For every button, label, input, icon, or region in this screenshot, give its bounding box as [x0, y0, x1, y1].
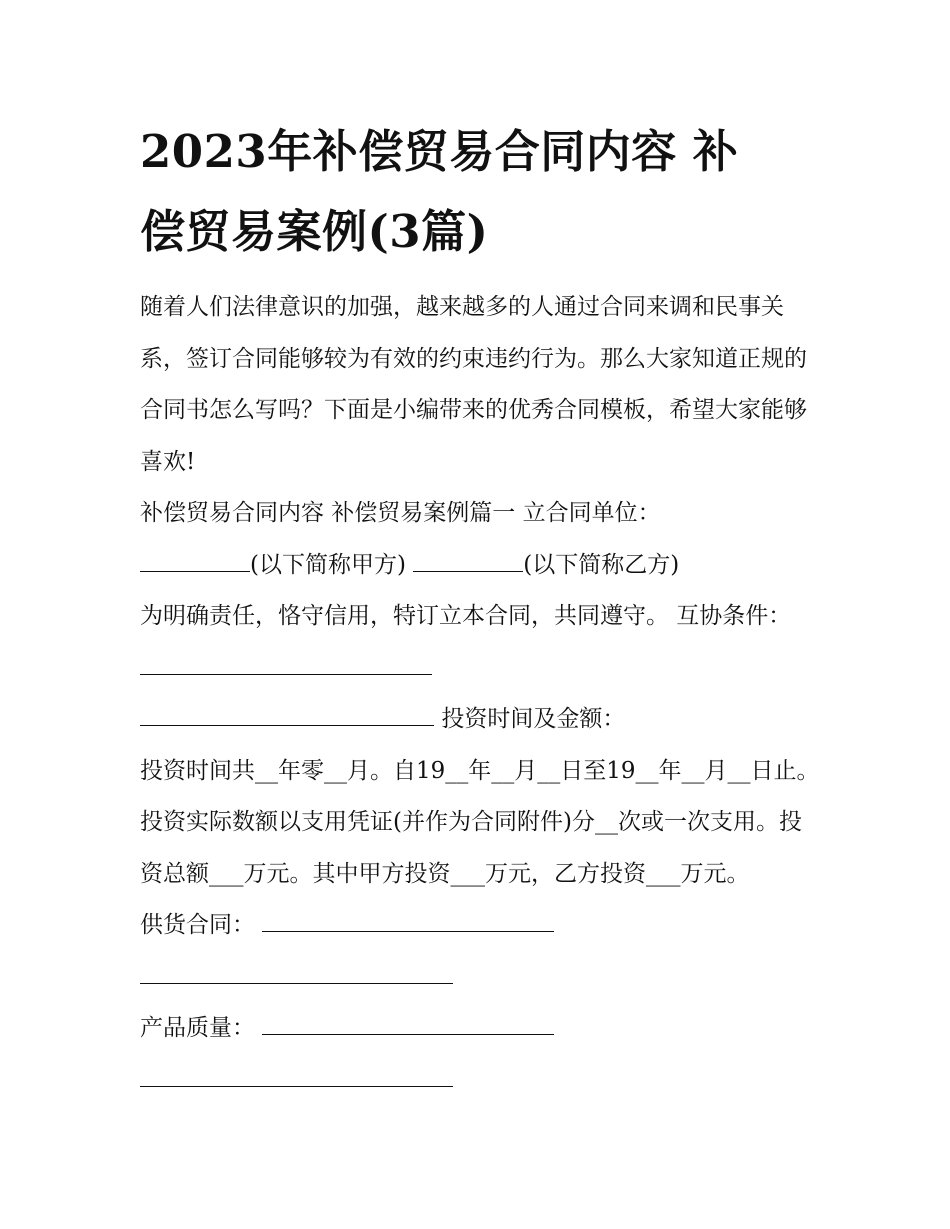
document-title: 2023年补偿贸易合同内容 补偿贸易案例(3篇): [140, 125, 739, 258]
supply-contract-blank: [262, 911, 554, 932]
supply-contract-label: 供货合同：: [140, 912, 255, 938]
party-b-label: (以下简称乙方): [523, 551, 680, 578]
supply-contract-line: [140, 900, 820, 952]
product-quality-blank: [262, 1014, 554, 1035]
party-b-blank: [413, 551, 523, 572]
product-quality-label: 产品质量：: [140, 1015, 255, 1041]
document-body: [140, 282, 820, 1106]
intro-paragraph: 随着人们法律意识的加强，越来越多的人通过合同来调和民事关系，签订合同能够较为有效的约束违约行为。那么大家知道正规的合同书怎么写吗？下面是小编带来的优秀合同模板，希望大家能够喜欢!: [140, 294, 807, 475]
party-a-blank: [140, 551, 250, 572]
purpose-paragraph: [140, 591, 820, 694]
supply-contract-continued: [140, 952, 820, 1004]
section-heading: 补偿贸易合同内容 补偿贸易案例篇一 立合同单位：: [140, 500, 661, 526]
parties-line: [140, 540, 820, 592]
conditions-blank: [140, 654, 432, 675]
purpose-text: 为明确责任，恪守信用，特订立本合同，共同遵守。 互协条件：: [140, 603, 792, 629]
document-page: [140, 112, 830, 1106]
investment-paragraph: 投资时间共__年零__月。自19__年__月__日至19__年__月__日止。投资实际数额以支用凭证(并作为合同附件)分__次或一次支用。投资总额___万元。其中甲方投资___万元，乙方投资___万元。: [140, 757, 820, 887]
investment-heading: 投资时间及金额：: [441, 706, 626, 732]
conditions-blank-continued: [140, 705, 434, 726]
product-quality-continued: [140, 1055, 820, 1107]
party-a-label: (以下简称甲方): [250, 551, 406, 578]
product-quality-blank-2: [140, 1066, 453, 1087]
investment-heading-line: [140, 694, 820, 746]
supply-contract-blank-2: [140, 963, 453, 984]
product-quality-line: [140, 1003, 820, 1055]
